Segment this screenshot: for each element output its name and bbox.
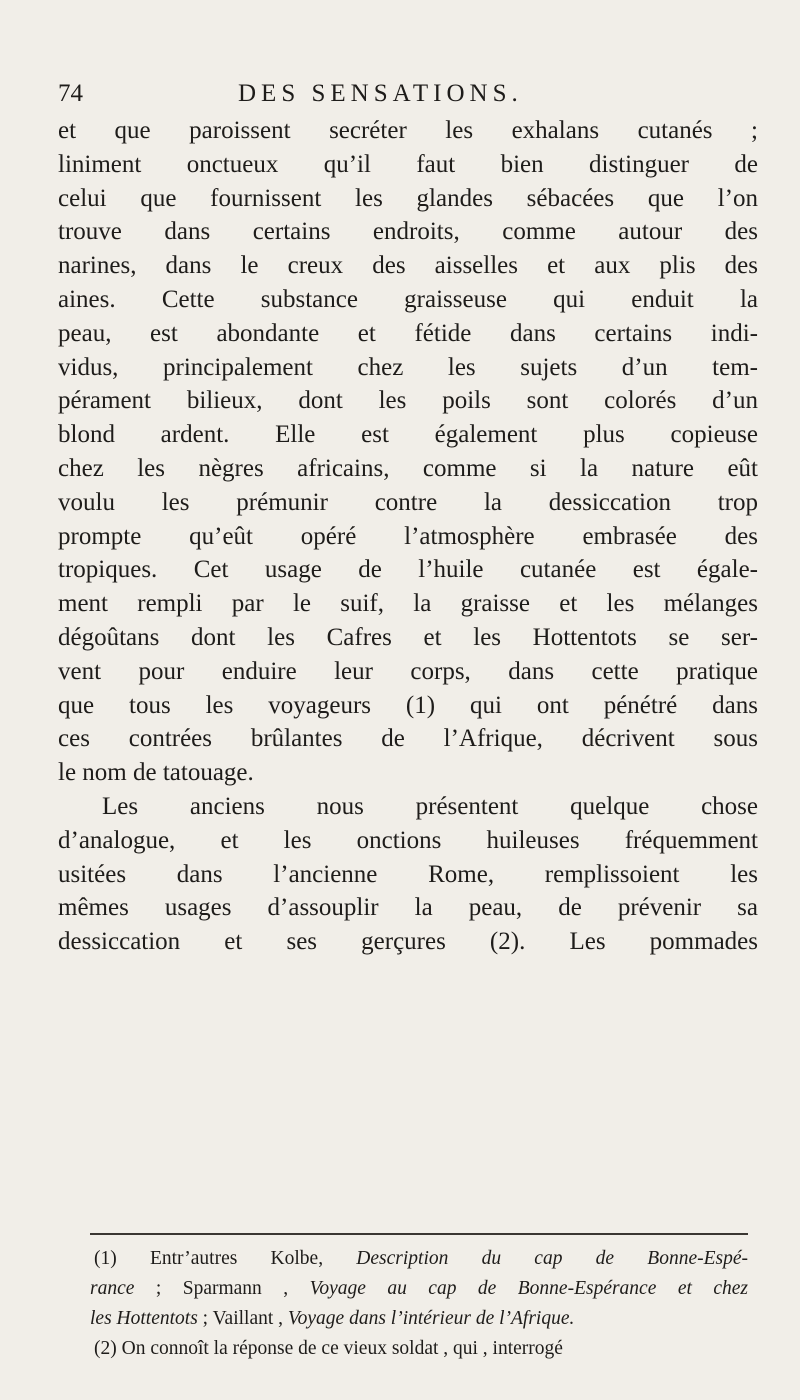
footnote-rule [90, 1233, 748, 1235]
text-line: vent pour enduire leur corps, dans cette pratique [58, 657, 758, 685]
text-line: ces contrées brûlantes de l’Afrique, décrivent sous [58, 725, 758, 753]
text-line: que tous les voyageurs (1) qui ont pénétré dans [58, 691, 758, 719]
footnote-1-line [90, 1244, 748, 1274]
footnote-2-line: (2) On connoît la réponse de ce vieux soldat , qui , interrogé [94, 1338, 563, 1359]
text-line: chez les nègres africains, comme si la nature eût [58, 454, 758, 482]
text-line: vidus, principalement chez les sujets d’un tem- [58, 353, 758, 381]
footnote-title: Voyage au cap de Bonne-Espérance et chez [309, 1278, 748, 1299]
paragraph-start-line: Les anciens nous présentent quelque chose [102, 792, 758, 820]
text-line: et que paroissent secréter les exhalans cutanés ; [58, 117, 758, 144]
text-line: narines, dans le creux des aisselles et aux plis des [58, 252, 758, 280]
text-line: usitées dans l’ancienne Rome, remplissoient les [58, 860, 758, 888]
footnote-title: Description du cap de Bonne-Espé- [356, 1248, 749, 1269]
text-line: aines. Cette substance graisseuse qui enduit la [58, 285, 758, 313]
text-line: prompte qu’eût opéré l’atmosphère embrasée des [58, 522, 758, 550]
footnote-title: les Hottentots [90, 1308, 198, 1329]
text-line: ment rempli par le suif, la graisse et les mélanges [58, 590, 758, 618]
text-line: tropiques. Cet usage de l’huile cutanée est égale- [58, 556, 758, 584]
text-line: dégoûtans dont les Cafres et les Hottentots se ser- [58, 623, 758, 651]
running-title: DES SENSATIONS. [238, 80, 523, 107]
footnote-1-line [90, 1274, 748, 1304]
text-line: peau, est abondante et fétide dans certains indi- [58, 319, 758, 347]
text-line: blond ardent. Elle est également plus copieuse [58, 421, 758, 449]
footnote-text: ; Vaillant , [197, 1308, 288, 1329]
footnote-text: Entr’autres Kolbe, [149, 1248, 357, 1269]
text-line: liniment onctueux qu’il faut bien distinguer de [58, 150, 758, 178]
paragraph-end-line: le nom de tatouage. [58, 759, 254, 787]
footnote-1-line [90, 1304, 748, 1334]
footnote-marker: (1) [94, 1248, 117, 1269]
text-line: voulu les prémunir contre la dessiccation trop [58, 488, 758, 516]
running-head [58, 74, 758, 114]
text-line: mêmes usages d’assouplir la peau, de prévenir sa [58, 894, 758, 922]
text-line: celui que fournissent les glandes sébacées que l’on [58, 184, 758, 212]
text-line: d’analogue, et les onctions huileuses fréquemment [58, 826, 758, 854]
footnotes [90, 1244, 748, 1364]
page-number: 74 [58, 80, 83, 107]
text-line: pérament bilieux, dont les poils sont colorés d’un [58, 387, 758, 415]
footnote-title: Voyage dans l’intérieur de l’Afrique. [287, 1308, 575, 1329]
body-text [58, 114, 758, 959]
text-line: dessiccation et ses gerçures (2). Les pommades [58, 928, 758, 956]
footnote-title: rance [90, 1278, 135, 1299]
text-line: trouve dans certains endroits, comme autour des [58, 218, 758, 246]
footnote-text: ; Sparmann , [134, 1278, 310, 1299]
